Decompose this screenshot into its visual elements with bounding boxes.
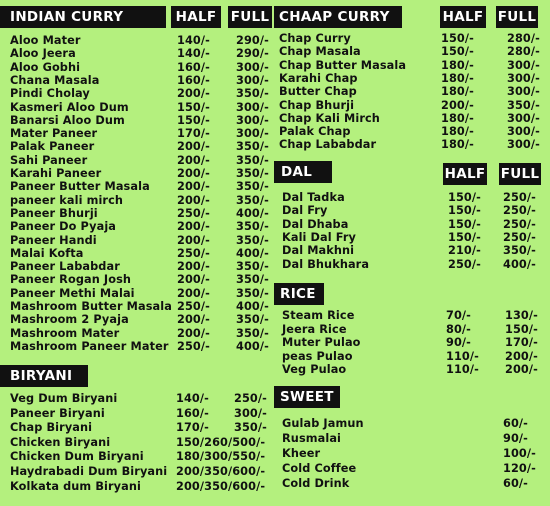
dal-full-label: FULL: [499, 163, 541, 185]
chaap-curry-header: CHAAP CURRY: [274, 6, 402, 28]
item-price: 120/-: [503, 462, 536, 475]
item-full-price: 130/-: [505, 309, 538, 322]
dal-header: DAL: [274, 161, 332, 183]
item-half-price: 210/-: [448, 244, 481, 258]
item-name: Chap Curry: [279, 32, 351, 45]
item-half-price: 200/-: [177, 326, 210, 340]
item-name: Paneer Rogan Josh: [10, 273, 132, 287]
item-full-price: 200/-: [505, 363, 538, 377]
item-full-price: 300/-: [236, 127, 269, 141]
menu-item: [0, 45, 550, 61]
item-name: Kheer: [282, 447, 321, 460]
item-full-price: 300/-: [507, 125, 540, 139]
item-name: Paneer Butter Masala: [10, 180, 150, 194]
item-name: Dal Bhukhara: [282, 257, 370, 271]
item-price: 200/350/600/-: [176, 465, 266, 478]
item-full-price: 300/-: [507, 85, 540, 99]
menu-item: [0, 273, 550, 286]
item-name: Karahi Chap: [279, 71, 358, 85]
item-half-price: 200/-: [177, 87, 210, 101]
item-half-price: 150/-: [448, 217, 481, 231]
item-half-price: 90/-: [446, 336, 471, 350]
menu-item: [0, 72, 550, 85]
menu-item: [0, 336, 550, 349]
item-full-price: 350/-: [236, 140, 269, 154]
item-name: Muter Pulao: [282, 336, 361, 350]
menu-item: [0, 217, 550, 234]
item-name: Chana Masala: [10, 73, 100, 87]
item-price: 200/350/600/-: [176, 479, 266, 493]
item-half-price: 200/-: [177, 140, 210, 154]
menu-item: [0, 447, 550, 460]
menu-item: [0, 125, 550, 141]
item-full-price: 400/-: [236, 246, 269, 260]
item-full-price: 350/-: [503, 244, 536, 258]
item-full-price: 350/-: [236, 87, 269, 101]
menu-item: [0, 59, 550, 72]
indian-curry-full-label: FULL: [228, 6, 272, 28]
item-name: Kasmeri Aloo Dum: [10, 100, 129, 114]
item-name: Paneer Methi Malai: [10, 286, 135, 300]
item-full-price: 250/-: [503, 217, 536, 231]
item-name: peas Pulao: [282, 349, 353, 363]
menu-item: [0, 309, 550, 322]
menu-item: [0, 350, 550, 363]
item-full-price: 350/-: [236, 180, 269, 194]
item-full-price: 350/-: [507, 98, 540, 112]
menu-item: [0, 363, 550, 376]
menu-item: [0, 204, 550, 217]
item-half-price: 140/-: [177, 47, 210, 61]
item-full-price: 300/-: [507, 138, 540, 152]
item-name: Aloo Jeera: [10, 47, 76, 61]
item-name: Dal Makhni: [282, 244, 355, 258]
item-full-price: 280/-: [507, 32, 540, 45]
item-half-price: 160/-: [177, 60, 210, 74]
menu-item: [0, 167, 550, 180]
item-full-price: 350/-: [236, 273, 269, 287]
item-name: Kali Dal Fry: [282, 230, 356, 244]
item-half-price: 200/-: [177, 193, 210, 207]
item-full-price: 150/-: [505, 322, 538, 336]
item-half-price: 150/-: [441, 32, 474, 45]
item-half-price: 150/-: [448, 204, 481, 218]
item-half-price: 160/-: [177, 73, 210, 87]
item-half-price: 250/-: [177, 206, 210, 220]
item-full-price: 290/-: [236, 34, 269, 47]
item-full-price: 400/-: [236, 300, 269, 313]
item-half-price: 200/-: [177, 233, 210, 247]
item-name: Mashroom Butter Masala: [10, 300, 172, 313]
item-full-price: 400/-: [503, 257, 536, 271]
item-name: Paneer Lababdar: [10, 260, 120, 274]
item-name: Paneer Handi: [10, 233, 97, 247]
item-full-price: 350/-: [236, 326, 269, 340]
dal-half-label: HALF: [443, 163, 487, 185]
item-full-price: 250/-: [503, 191, 536, 204]
item-half-price: 180/-: [441, 125, 474, 139]
item-half-price: 200/-: [177, 286, 210, 300]
sweet-header: SWEET: [274, 386, 340, 408]
item-half-price: 150/-: [177, 113, 210, 127]
menu-item: [0, 432, 550, 445]
item-half-price: 180/-: [441, 58, 474, 72]
item-name: Chap Butter Masala: [279, 58, 407, 72]
item-full-price: 300/-: [507, 71, 540, 85]
indian-curry-half-label: HALF: [171, 6, 221, 28]
item-name: Chap Kali Mirch: [279, 111, 380, 125]
item-half-price: 140/-: [177, 34, 210, 47]
item-price-full: 300/-: [234, 406, 267, 420]
menu-item: [0, 191, 550, 204]
menu-item: [0, 112, 550, 125]
item-name: Paneer Do Pyaja: [10, 220, 117, 234]
item-half-price: 250/-: [448, 257, 481, 271]
menu-item: [0, 417, 550, 430]
item-full-price: 350/-: [236, 193, 269, 207]
item-full-price: 170/-: [505, 336, 538, 350]
item-full-price: 400/-: [236, 339, 269, 353]
item-half-price: 110/-: [446, 349, 479, 363]
item-full-price: 350/-: [236, 260, 269, 274]
item-name: Aloo Gobhi: [10, 60, 81, 74]
item-price: 170/-: [176, 421, 209, 435]
item-full-price: 350/-: [236, 233, 269, 247]
item-full-price: 350/-: [236, 220, 269, 234]
item-name: Chap Bhurji: [279, 98, 355, 112]
menu-item: [0, 323, 550, 336]
item-name: Dal Dhaba: [282, 217, 349, 231]
menu-item: [0, 244, 550, 257]
menu-item: [0, 392, 550, 405]
item-price: 180/300/550/-: [176, 450, 266, 464]
item-half-price: 250/-: [177, 300, 210, 313]
item-half-price: 180/-: [441, 85, 474, 99]
menu-item: [0, 154, 550, 167]
item-half-price: 250/-: [177, 246, 210, 260]
item-name: Chap Masala: [279, 45, 361, 59]
item-name: Gulab Jamun: [282, 417, 364, 430]
item-name: Jeera Rice: [282, 322, 347, 336]
item-half-price: 200/-: [177, 313, 210, 327]
item-price: 140/-: [176, 392, 209, 405]
item-full-price: 300/-: [236, 73, 269, 87]
item-full-price: 250/-: [503, 230, 536, 244]
item-name: Kolkata dum Biryani: [10, 479, 141, 493]
item-half-price: 200/-: [177, 260, 210, 274]
item-price: 60/-: [503, 477, 528, 490]
item-half-price: 250/-: [177, 339, 210, 353]
item-half-price: 180/-: [441, 71, 474, 85]
item-name: Cold Drink: [282, 477, 350, 490]
item-name: Dal Fry: [282, 204, 328, 218]
item-full-price: 350/-: [236, 153, 269, 167]
item-name: Sahi Paneer: [10, 153, 88, 167]
item-full-price: 300/-: [236, 113, 269, 127]
item-name: Chap Biryani: [10, 421, 93, 435]
menu-item: [0, 99, 550, 112]
menu-item: [0, 138, 550, 154]
item-full-price: 300/-: [236, 60, 269, 74]
item-name: Butter Chap: [279, 85, 357, 99]
item-name: Malai Kofta: [10, 246, 84, 260]
item-price: 90/-: [503, 432, 528, 445]
item-half-price: 180/-: [441, 138, 474, 152]
item-full-price: 300/-: [236, 100, 269, 114]
item-name: Paneer Biryani: [10, 406, 105, 420]
item-name: Palak Paneer: [10, 140, 95, 154]
item-name: Pindi Cholay: [10, 87, 90, 101]
item-full-price: 350/-: [236, 167, 269, 180]
item-full-price: 250/-: [503, 204, 536, 218]
item-full-price: 300/-: [507, 111, 540, 125]
item-half-price: 150/-: [448, 230, 481, 244]
item-full-price: 290/-: [236, 47, 269, 61]
item-half-price: 150/-: [177, 100, 210, 114]
item-name: Mater Paneer: [10, 127, 98, 141]
item-full-price: 400/-: [236, 206, 269, 220]
menu-item: [0, 257, 550, 274]
item-full-price: 350/-: [236, 313, 269, 327]
item-name: Aloo Mater: [10, 34, 81, 47]
menu-item: [0, 231, 550, 244]
item-price-full: 250/-: [234, 392, 267, 405]
indian-curry-header: INDIAN CURRY: [0, 6, 166, 28]
item-name: Rusmalai: [282, 432, 342, 445]
item-name: Palak Chap: [279, 125, 351, 139]
item-name: Mashroom 2 Pyaja: [10, 313, 129, 327]
item-full-price: 300/-: [507, 58, 540, 72]
item-half-price: 200/-: [177, 153, 210, 167]
item-name: Veg Pulao: [282, 363, 347, 377]
item-half-price: 150/-: [441, 45, 474, 59]
item-price-full: 350/-: [234, 421, 267, 435]
item-name: Haydrabadi Dum Biryani: [10, 465, 168, 478]
item-name: Steam Rice: [282, 309, 355, 322]
item-name: Chicken Biryani: [10, 435, 111, 449]
menu-item: [0, 287, 550, 300]
item-name: Dal Tadka: [282, 191, 345, 204]
chaap-curry-full-label: FULL: [496, 6, 538, 28]
item-half-price: 70/-: [446, 309, 471, 322]
item-full-price: 280/-: [507, 45, 540, 59]
item-half-price: 200/-: [177, 180, 210, 194]
item-half-price: 200/-: [177, 273, 210, 287]
item-price: 100/-: [503, 447, 536, 460]
item-price: 60/-: [503, 417, 528, 430]
item-half-price: 200/-: [177, 167, 210, 180]
menu-item: [0, 85, 550, 101]
item-price: 160/-: [176, 406, 209, 420]
item-name: Mashroom Paneer Mater: [10, 339, 169, 353]
item-half-price: 180/-: [441, 111, 474, 125]
item-name: paneer kali mirch: [10, 193, 124, 207]
item-name: Mashroom Mater: [10, 326, 120, 340]
biryani-header: BIRYANI: [0, 365, 88, 387]
item-full-price: 200/-: [505, 349, 538, 363]
rice-header: RICE: [274, 283, 324, 305]
item-half-price: 200/-: [441, 98, 474, 112]
item-price: 150/260/500/-: [176, 435, 266, 449]
item-half-price: 150/-: [448, 191, 481, 204]
item-half-price: 110/-: [446, 363, 479, 377]
item-half-price: 80/-: [446, 322, 471, 336]
chaap-curry-half-label: HALF: [440, 6, 486, 28]
item-name: Cold Coffee: [282, 462, 357, 475]
menu-item: [0, 477, 550, 490]
item-name: Chap Lababdar: [279, 138, 377, 152]
item-name: Chicken Dum Biryani: [10, 450, 144, 464]
item-name: Karahi Paneer: [10, 167, 102, 180]
item-name: Banarsi Aloo Dum: [10, 113, 125, 127]
item-name: Veg Dum Biryani: [10, 392, 118, 405]
item-half-price: 170/-: [177, 127, 210, 141]
item-name: Paneer Bhurji: [10, 206, 98, 220]
item-half-price: 200/-: [177, 220, 210, 234]
item-full-price: 350/-: [236, 286, 269, 300]
menu-item: [0, 462, 550, 475]
menu-item: [0, 32, 550, 45]
